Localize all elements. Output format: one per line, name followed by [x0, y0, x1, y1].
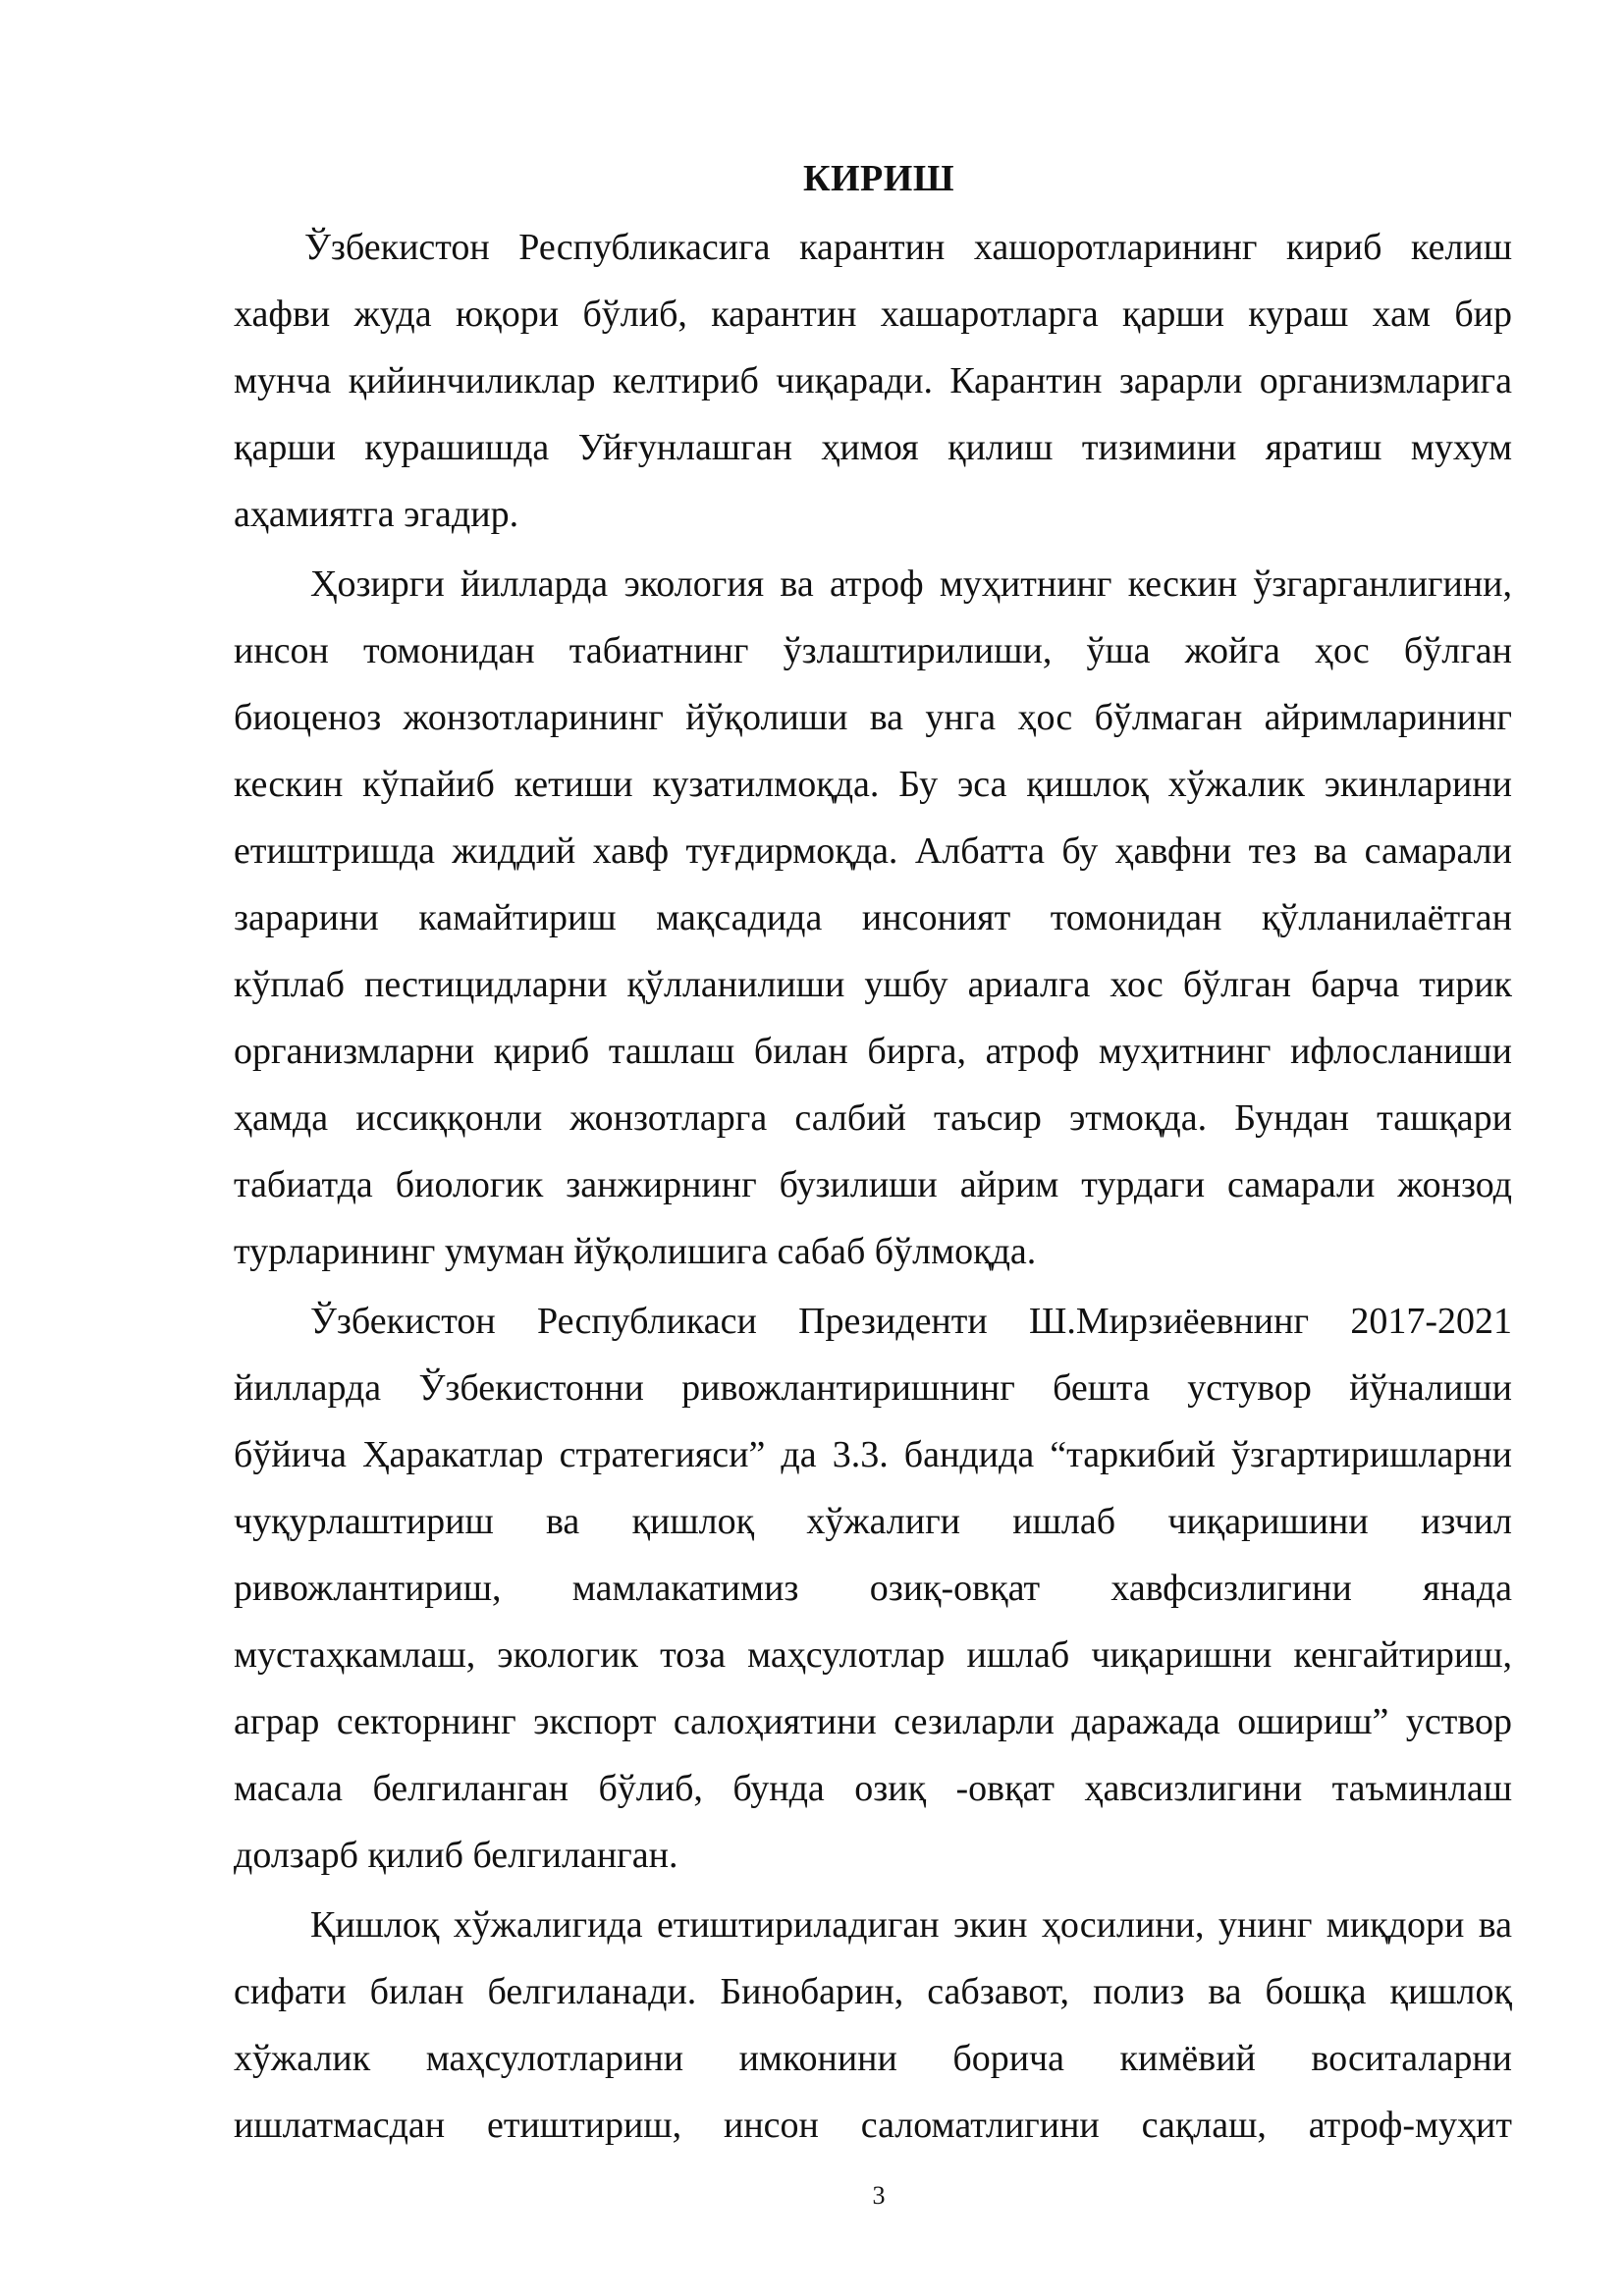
body-text-line: мустаҳкамлаш, экологик тоза маҳсулотлар ишлаб чиқаришни кенгайтириш, — [234, 1634, 1512, 1676]
body-text-line: чуқурлаштириш ва қишлоқ хўжалиги ишлаб чиқаришини изчил — [234, 1501, 1512, 1542]
body-text-line: мунча қийинчиликлар келтириб чиқаради. Карантин зарарли организмларига — [234, 360, 1512, 401]
body-text-line: организмларни қириб ташлаш билан бирга, атроф муҳитнинг ифлосланиши — [234, 1031, 1512, 1072]
body-text-line: биоценоз жонзотларининг йўқолиши ва унга ҳос бўлмаган айримларининг — [234, 697, 1512, 738]
body-text-line: аҳамиятга эгадир. — [234, 494, 519, 535]
body-text-line: Ҳозирги йилларда экология ва атроф муҳитнинг кескин ўзгарганлигини, — [310, 563, 1512, 605]
document-body — [234, 214, 1512, 2159]
body-text-line: ривожлантириш, мамлакатимиз озиқ-овқат хавфсизлигини янада — [234, 1568, 1512, 1609]
body-text-line: Ўзбекистон Республикаси Президенти Ш.Мирзиёевнинг 2017-2021 — [310, 1301, 1512, 1342]
body-text-line: табиатда биологик занжирнинг бузилиши айрим турдаги самарали жонзод — [234, 1164, 1512, 1205]
body-text-line: сифати билан белгиланади. Бинобарин, сабзавот, полиз ва бошқа қишлоқ — [234, 1971, 1512, 2012]
body-text-line: кўплаб пестицидларни қўлланилиши ушбу ариалга хос бўлган барча тирик — [234, 964, 1512, 1005]
body-text-line: ишлатмасдан етиштириш, инсон саломатлигини сақлаш, атроф-муҳит — [234, 2105, 1512, 2146]
body-text-line: етиштришда жиддий хавф туғдирмоқда. Албатта бу ҳавфни тез ва самарали — [234, 830, 1512, 872]
body-text-line: хўжалик маҳсулотларини имконини борича кимёвий воситаларни — [234, 2038, 1512, 2079]
body-text-line: долзарб қилиб белгиланган. — [234, 1835, 678, 1876]
body-text-line: ҳамда иссиққонли жонзотларга салбий таъсир этмоқда. Бундан ташқари — [234, 1097, 1512, 1139]
body-text-line: йилларда Ўзбекистонни ривожлантиришнинг бешта устувор йўналиши — [234, 1367, 1512, 1409]
body-text-line: қарши курашишда Уйғунлашган ҳимоя қилиш тизимини яратиш мухум — [234, 427, 1512, 468]
body-text-line: инсон томонидан табиатнинг ўзлаштирилиши, ўша жойга ҳос бўлган — [234, 630, 1512, 671]
body-text-line: Қишлоқ хўжалигида етиштириладиган экин ҳосилини, унинг миқдори ва — [310, 1904, 1512, 1946]
body-text-line: зарарини камайтириш мақсадида инсоният томонидан қўлланилаётган — [234, 897, 1512, 938]
section-title: КИРИШ — [802, 158, 955, 199]
body-text-line: турларининг умуман йўқолишига сабаб бўлмоқда. — [234, 1231, 1037, 1272]
body-text-line: бўйича Ҳаракатлар стратегияси” да 3.3. бандида “таркибий ўзгартиришларни — [234, 1434, 1512, 1475]
body-text-line: Ўзбекистон Республикасига карантин хашоротларининг кириб келиш — [304, 227, 1512, 268]
body-text-line: кескин кўпайиб кетиши кузатилмоқда. Бу эса қишлоқ хўжалик экинларини — [234, 764, 1512, 805]
body-text-line: хафви жуда юқори бўлиб, карантин хашаротларга қарши кураш хам бир — [234, 294, 1512, 335]
body-text-line: аграр секторнинг экспорт салоҳиятини сезиларли даражада ошириш” уствор — [234, 1701, 1512, 1742]
body-text-line: масала белгиланган бўлиб, бунда озиқ -овқат ҳавсизлигини таъминлаш — [234, 1768, 1512, 1809]
page-number: 3 — [872, 2181, 886, 2210]
